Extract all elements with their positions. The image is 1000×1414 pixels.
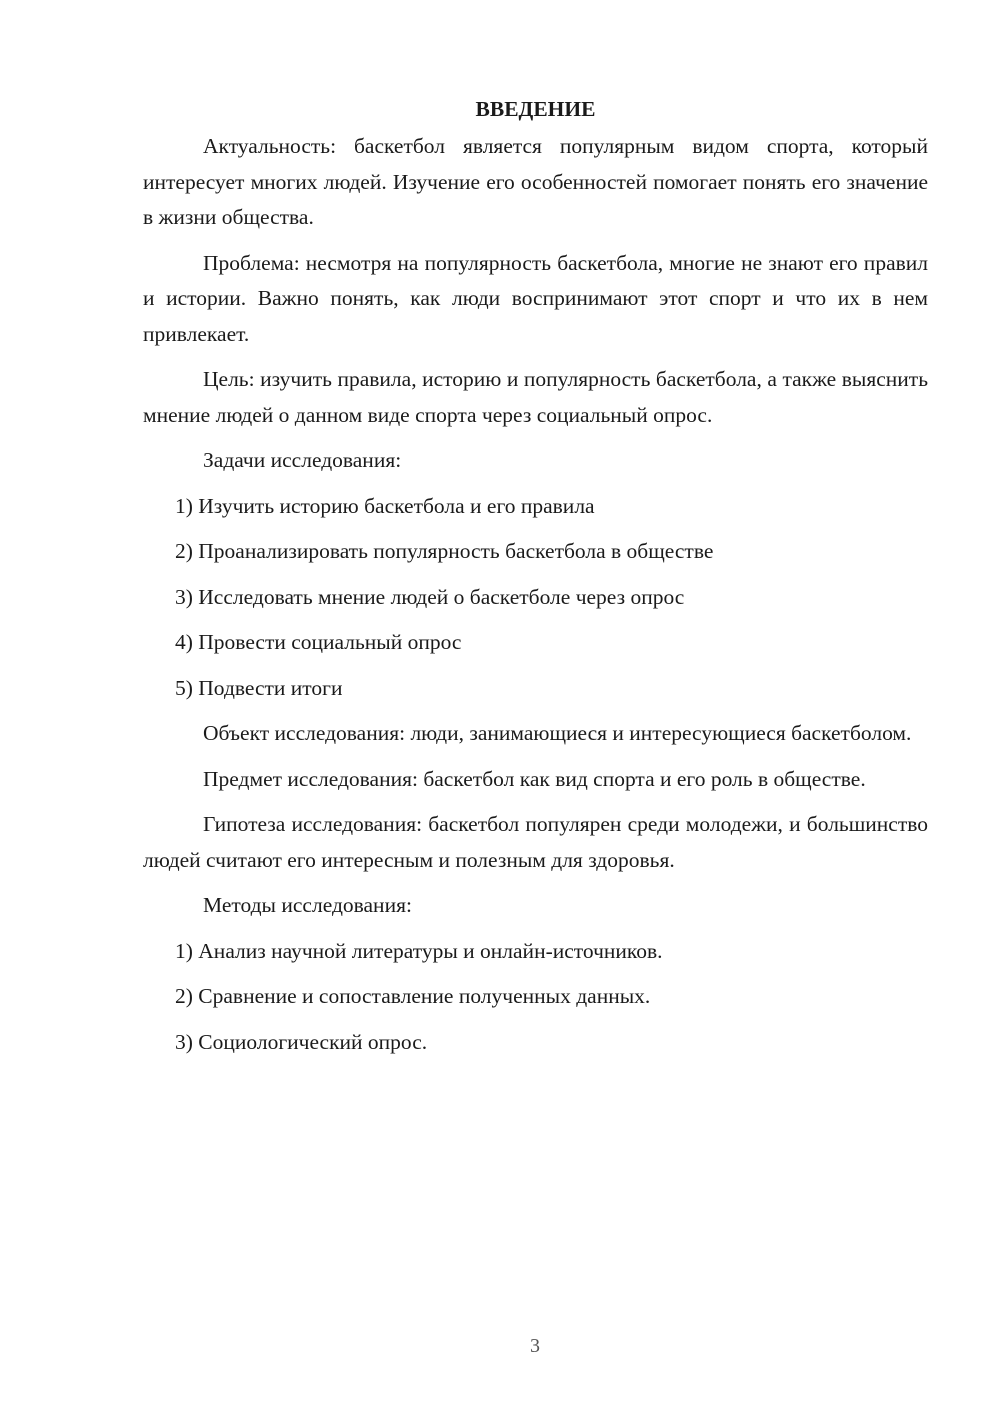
list-item: 1) Изучить историю баскетбола и его правила <box>175 493 595 518</box>
list-item: 5) Подвести итоги <box>175 675 343 700</box>
section-heading: ВВЕДЕНИЕ <box>475 97 596 121</box>
goal-paragraph: Цель: изучить правила, историю и популярность баскетбола, а также выяснить мнение людей о данном виде спорта через социальный опрос. <box>143 367 928 427</box>
document-page <box>143 92 928 1070</box>
subject-paragraph: Предмет исследования: баскетбол как вид спорта и его роль в обществе. <box>203 766 866 791</box>
hypothesis-paragraph: Гипотеза исследования: баскетбол популярен среди молодежи, и большинство людей считают его интересным и полезным для здоровья. <box>143 812 928 872</box>
tasks-title: Задачи исследования: <box>203 448 402 472</box>
list-item: 3) Социологический опрос. <box>175 1029 428 1054</box>
list-item: 4) Провести социальный опрос <box>175 630 462 654</box>
methods-title: Методы исследования: <box>203 893 412 917</box>
list-item: 2) Сравнение и сопоставление полученных данных. <box>175 984 651 1008</box>
page-number: 3 <box>530 1335 540 1357</box>
relevance-paragraph: Актуальность: баскетбол является популярным видом спорта, который интересует многих людей. Изучение его особенностей помогает понять его значение в жизни общества. <box>143 134 928 229</box>
list-item: 1) Анализ научной литературы и онлайн-источников. <box>175 938 663 963</box>
problem-paragraph: Проблема: несмотря на популярность баскетбола, многие не знают его правил и истории. Важно понять, как люди воспринимают этот спорт и что их в нем привлекает. <box>143 250 928 346</box>
list-item: 2) Проанализировать популярность баскетбола в обществе <box>175 539 714 563</box>
list-item: 3) Исследовать мнение людей о баскетболе через опрос <box>175 584 685 609</box>
object-paragraph: Объект исследования: люди, занимающиеся и интересующиеся баскетболом. <box>203 721 912 745</box>
